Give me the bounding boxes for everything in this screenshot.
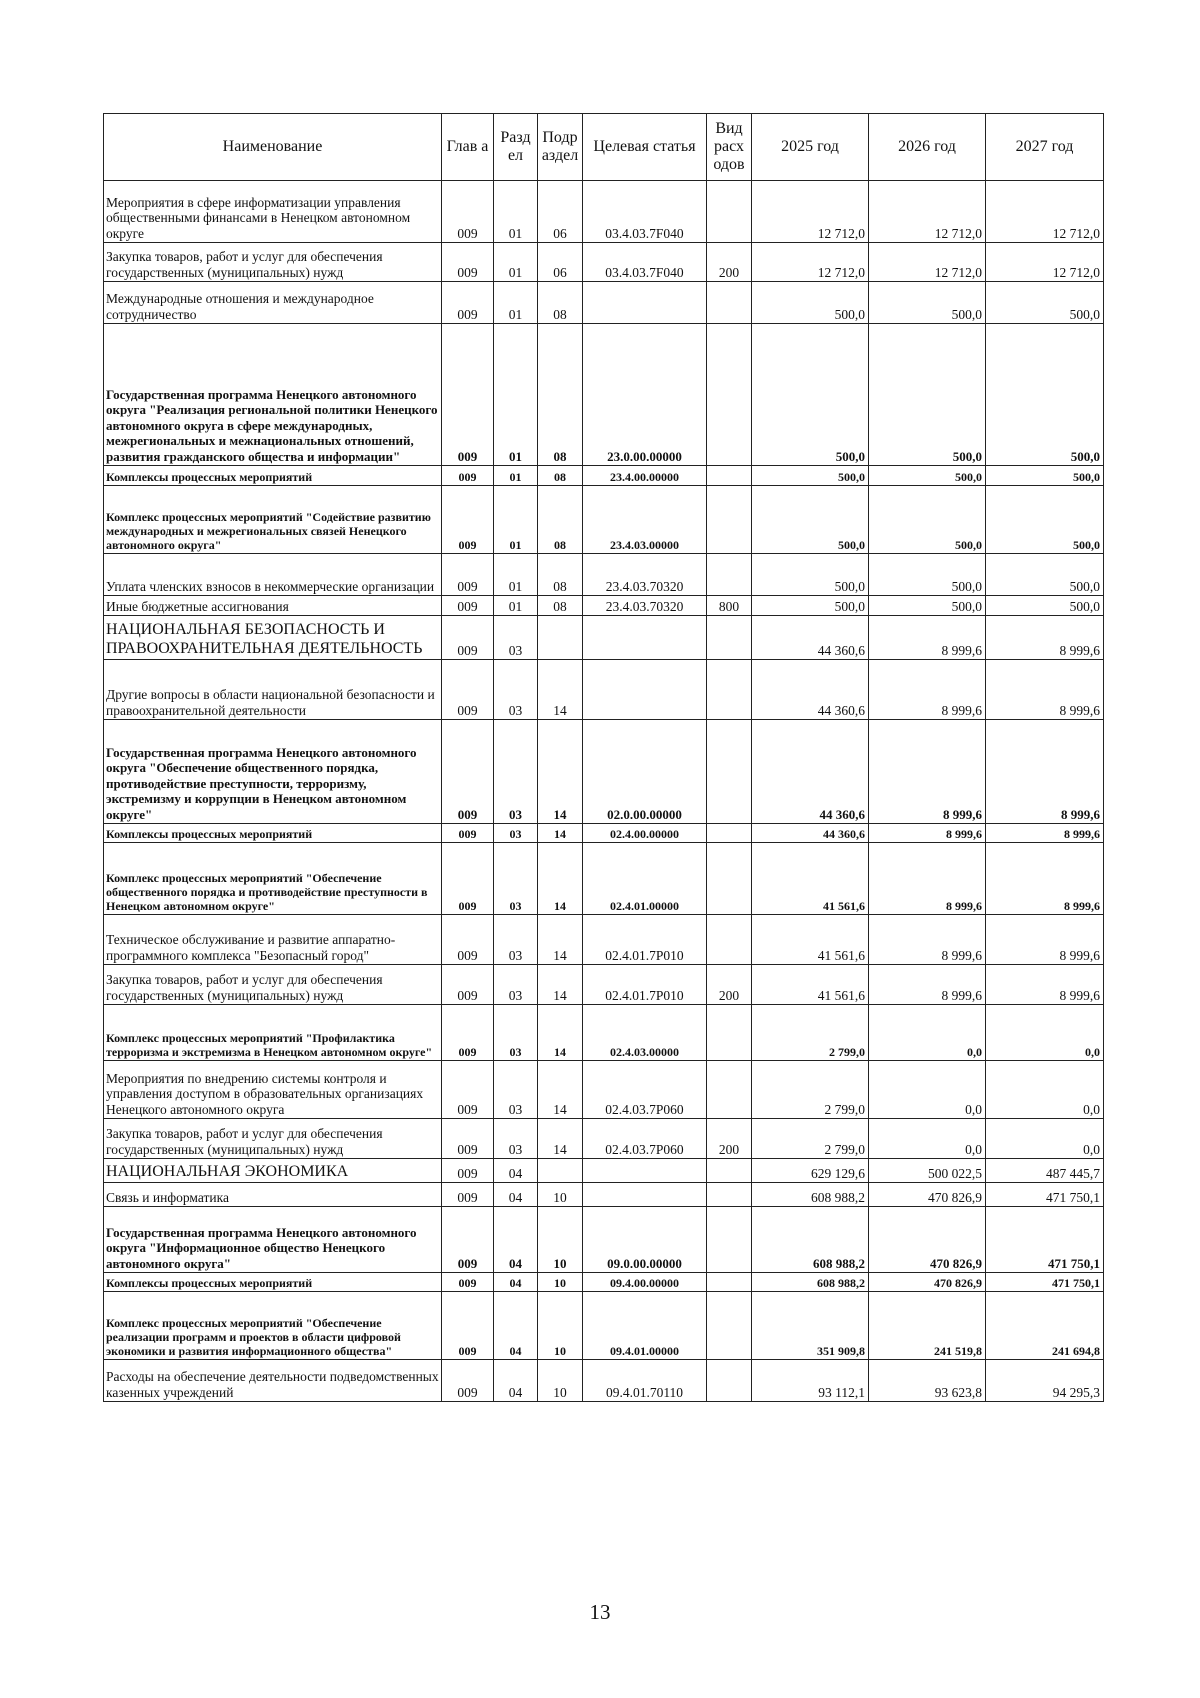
cell-2027: 8 999,6 — [986, 965, 1104, 1005]
cell-name: Закупка товаров, работ и услуг для обеспечения государственных (муниципальных) нужд — [104, 965, 442, 1005]
cell-name: Государственная программа Ненецкого автономного округа "Реализация региональной политики Ненецкого автономного округа в сфере международных, межрегиональных и межнациональных отношений, развития гражданского общества и информации" — [104, 324, 442, 466]
table-row — [104, 243, 1104, 282]
table-row — [104, 181, 1104, 243]
cell-tselevaya-statya — [583, 1159, 707, 1183]
cell-2026: 8 999,6 — [869, 843, 986, 915]
table-row — [104, 1119, 1104, 1159]
cell-2025: 608 988,2 — [752, 1183, 869, 1207]
cell-2026: 12 712,0 — [869, 181, 986, 243]
cell-tselevaya-statya: 23.4.03.70320 — [583, 596, 707, 616]
cell-2026: 12 712,0 — [869, 243, 986, 282]
cell-glava: 009 — [442, 1183, 494, 1207]
cell-2027: 487 445,7 — [986, 1159, 1104, 1183]
cell-2027: 94 295,3 — [986, 1360, 1104, 1402]
cell-razdel: 04 — [494, 1360, 538, 1402]
cell-tselevaya-statya — [583, 616, 707, 660]
cell-2027: 471 750,1 — [986, 1273, 1104, 1292]
cell-vid-raskhodov — [707, 1292, 752, 1360]
cell-vid-raskhodov — [707, 1005, 752, 1061]
cell-2025: 500,0 — [752, 596, 869, 616]
cell-2025: 500,0 — [752, 554, 869, 596]
cell-razdel: 03 — [494, 720, 538, 824]
cell-2027: 0,0 — [986, 1005, 1104, 1061]
cell-2026: 8 999,6 — [869, 616, 986, 660]
cell-razdel: 04 — [494, 1207, 538, 1273]
cell-2025: 41 561,6 — [752, 915, 869, 965]
cell-podrazdel: 14 — [538, 1005, 583, 1061]
cell-razdel: 04 — [494, 1183, 538, 1207]
cell-name: Расходы на обеспечение деятельности подведомственных казенных учреждений — [104, 1360, 442, 1402]
table-row — [104, 1061, 1104, 1119]
cell-vid-raskhodov — [707, 824, 752, 843]
cell-glava: 009 — [442, 554, 494, 596]
cell-tselevaya-statya: 23.4.03.00000 — [583, 486, 707, 554]
cell-2026: 500,0 — [869, 596, 986, 616]
cell-name: НАЦИОНАЛЬНАЯ БЕЗОПАСНОСТЬ И ПРАВООХРАНИТЕЛЬНАЯ ДЕЯТЕЛЬНОСТЬ — [104, 616, 442, 660]
cell-2025: 44 360,6 — [752, 616, 869, 660]
cell-2026: 0,0 — [869, 1119, 986, 1159]
cell-vid-raskhodov — [707, 282, 752, 324]
cell-2025: 608 988,2 — [752, 1207, 869, 1273]
cell-razdel: 03 — [494, 1119, 538, 1159]
cell-tselevaya-statya: 09.4.00.00000 — [583, 1273, 707, 1292]
table-body — [104, 181, 1104, 1402]
cell-vid-raskhodov — [707, 1207, 752, 1273]
cell-2027: 8 999,6 — [986, 915, 1104, 965]
table-row — [104, 1273, 1104, 1292]
cell-vid-raskhodov — [707, 1159, 752, 1183]
cell-tselevaya-statya: 02.4.03.7P060 — [583, 1061, 707, 1119]
cell-vid-raskhodov — [707, 843, 752, 915]
cell-glava: 009 — [442, 466, 494, 486]
cell-2027: 8 999,6 — [986, 660, 1104, 720]
cell-razdel: 04 — [494, 1159, 538, 1183]
cell-podrazdel: 14 — [538, 824, 583, 843]
table-row — [104, 1207, 1104, 1273]
cell-podrazdel: 14 — [538, 1119, 583, 1159]
cell-podrazdel: 14 — [538, 720, 583, 824]
cell-name: Комплекс процессных мероприятий "Обеспечение реализации программ и проектов в области цифровой экономики и развития информационного общества" — [104, 1292, 442, 1360]
cell-razdel: 03 — [494, 965, 538, 1005]
cell-2026: 0,0 — [869, 1061, 986, 1119]
cell-name: Государственная программа Ненецкого автономного округа "Информационное общество Ненецкого автономного округа" — [104, 1207, 442, 1273]
cell-2025: 44 360,6 — [752, 720, 869, 824]
cell-name: Государственная программа Ненецкого автономного округа "Обеспечение общественного порядка, противодействие преступности, терроризму, экстремизму и коррупции в Ненецком автономном округе" — [104, 720, 442, 824]
table-row — [104, 720, 1104, 824]
cell-name: Связь и информатика — [104, 1183, 442, 1207]
cell-2026: 8 999,6 — [869, 915, 986, 965]
cell-glava: 009 — [442, 282, 494, 324]
cell-vid-raskhodov — [707, 486, 752, 554]
cell-glava: 009 — [442, 843, 494, 915]
cell-podrazdel: 10 — [538, 1207, 583, 1273]
cell-podrazdel: 08 — [538, 466, 583, 486]
cell-2025: 41 561,6 — [752, 965, 869, 1005]
cell-razdel: 01 — [494, 466, 538, 486]
cell-2027: 500,0 — [986, 324, 1104, 466]
cell-2026: 8 999,6 — [869, 824, 986, 843]
cell-glava: 009 — [442, 1005, 494, 1061]
cell-podrazdel — [538, 1159, 583, 1183]
cell-name: Мероприятия по внедрению системы контроля и управления доступом в образовательных организациях Ненецкого автономного округа — [104, 1061, 442, 1119]
cell-tselevaya-statya: 23.4.00.00000 — [583, 466, 707, 486]
table-row — [104, 486, 1104, 554]
cell-vid-raskhodov — [707, 324, 752, 466]
cell-2026: 500,0 — [869, 466, 986, 486]
cell-podrazdel: 14 — [538, 915, 583, 965]
table-row — [104, 1292, 1104, 1360]
cell-glava: 009 — [442, 720, 494, 824]
cell-podrazdel: 14 — [538, 1061, 583, 1119]
cell-2027: 12 712,0 — [986, 243, 1104, 282]
cell-vid-raskhodov — [707, 554, 752, 596]
cell-glava: 009 — [442, 1207, 494, 1273]
cell-2027: 0,0 — [986, 1119, 1104, 1159]
cell-vid-raskhodov — [707, 720, 752, 824]
table-row — [104, 1005, 1104, 1061]
cell-2025: 41 561,6 — [752, 843, 869, 915]
header-razdel: Разд ел — [494, 114, 538, 181]
cell-podrazdel: 10 — [538, 1183, 583, 1207]
table-row — [104, 660, 1104, 720]
cell-tselevaya-statya: 02.4.01.7P010 — [583, 915, 707, 965]
cell-vid-raskhodov: 800 — [707, 596, 752, 616]
cell-razdel: 03 — [494, 1005, 538, 1061]
cell-podrazdel: 14 — [538, 965, 583, 1005]
cell-glava: 009 — [442, 1061, 494, 1119]
cell-podrazdel: 10 — [538, 1273, 583, 1292]
cell-razdel: 04 — [494, 1292, 538, 1360]
cell-2026: 470 826,9 — [869, 1273, 986, 1292]
cell-2025: 608 988,2 — [752, 1273, 869, 1292]
cell-2027: 8 999,6 — [986, 616, 1104, 660]
header-name: Наименование — [104, 114, 442, 181]
cell-glava: 009 — [442, 660, 494, 720]
cell-2026: 8 999,6 — [869, 660, 986, 720]
cell-glava: 009 — [442, 616, 494, 660]
cell-2027: 12 712,0 — [986, 181, 1104, 243]
cell-name: Мероприятия в сфере информатизации управления общественными финансами в Ненецком автономном округе — [104, 181, 442, 243]
cell-tselevaya-statya — [583, 1183, 707, 1207]
table-row — [104, 1360, 1104, 1402]
cell-2027: 8 999,6 — [986, 824, 1104, 843]
cell-glava: 009 — [442, 486, 494, 554]
cell-glava: 009 — [442, 596, 494, 616]
cell-glava: 009 — [442, 965, 494, 1005]
header-podrazdel: Подр аздел — [538, 114, 583, 181]
cell-name: Иные бюджетные ассигнования — [104, 596, 442, 616]
cell-tselevaya-statya: 02.4.01.00000 — [583, 843, 707, 915]
cell-glava: 009 — [442, 1273, 494, 1292]
cell-tselevaya-statya: 23.0.00.00000 — [583, 324, 707, 466]
cell-razdel: 03 — [494, 660, 538, 720]
header-row — [104, 114, 1104, 181]
cell-name: Уплата членских взносов в некоммерческие организации — [104, 554, 442, 596]
cell-2026: 500,0 — [869, 324, 986, 466]
cell-tselevaya-statya — [583, 660, 707, 720]
cell-vid-raskhodov — [707, 1273, 752, 1292]
cell-name: Другие вопросы в области национальной безопасности и правоохранительной деятельности — [104, 660, 442, 720]
cell-2027: 500,0 — [986, 282, 1104, 324]
cell-vid-raskhodov: 200 — [707, 965, 752, 1005]
cell-podrazdel: 10 — [538, 1292, 583, 1360]
cell-2027: 500,0 — [986, 486, 1104, 554]
cell-name: Техническое обслуживание и развитие аппаратно-программного комплекса "Безопасный город" — [104, 915, 442, 965]
cell-tselevaya-statya: 23.4.03.70320 — [583, 554, 707, 596]
cell-name: Комплекс процессных мероприятий "Обеспечение общественного порядка и противодействие преступности в Ненецком автономном округе" — [104, 843, 442, 915]
cell-razdel: 03 — [494, 915, 538, 965]
table-row — [104, 1159, 1104, 1183]
table-row — [104, 824, 1104, 843]
cell-vid-raskhodov — [707, 181, 752, 243]
header-vid-raskhodov: Вид расх одов — [707, 114, 752, 181]
cell-podrazdel: 14 — [538, 843, 583, 915]
header-2027: 2027 год — [986, 114, 1104, 181]
cell-podrazdel: 10 — [538, 1360, 583, 1402]
cell-podrazdel: 08 — [538, 554, 583, 596]
cell-tselevaya-statya: 02.4.03.00000 — [583, 1005, 707, 1061]
cell-name: Закупка товаров, работ и услуг для обеспечения государственных (муниципальных) нужд — [104, 243, 442, 282]
cell-glava: 009 — [442, 324, 494, 466]
cell-2026: 8 999,6 — [869, 720, 986, 824]
cell-2026: 500,0 — [869, 554, 986, 596]
cell-tselevaya-statya: 09.4.01.00000 — [583, 1292, 707, 1360]
cell-name: Комплексы процессных мероприятий — [104, 1273, 442, 1292]
cell-razdel: 03 — [494, 824, 538, 843]
cell-2026: 500,0 — [869, 486, 986, 554]
cell-name: НАЦИОНАЛЬНАЯ ЭКОНОМИКА — [104, 1159, 442, 1183]
cell-razdel: 01 — [494, 282, 538, 324]
cell-razdel: 01 — [494, 324, 538, 466]
cell-podrazdel: 08 — [538, 486, 583, 554]
cell-razdel: 01 — [494, 596, 538, 616]
cell-2025: 500,0 — [752, 466, 869, 486]
cell-razdel: 03 — [494, 1061, 538, 1119]
cell-2027: 471 750,1 — [986, 1183, 1104, 1207]
table-row — [104, 554, 1104, 596]
cell-glava: 009 — [442, 1119, 494, 1159]
cell-glava: 009 — [442, 1159, 494, 1183]
cell-name: Комплексы процессных мероприятий — [104, 824, 442, 843]
cell-2026: 93 623,8 — [869, 1360, 986, 1402]
cell-glava: 009 — [442, 1292, 494, 1360]
cell-vid-raskhodov: 200 — [707, 1119, 752, 1159]
cell-2025: 2 799,0 — [752, 1119, 869, 1159]
header-tselevaya-statya: Целевая статья — [583, 114, 707, 181]
table-row — [104, 915, 1104, 965]
page-number: 13 — [589, 1600, 611, 1624]
cell-razdel: 03 — [494, 843, 538, 915]
cell-glava: 009 — [442, 915, 494, 965]
cell-podrazdel — [538, 616, 583, 660]
cell-tselevaya-statya: 03.4.03.7F040 — [583, 243, 707, 282]
cell-2027: 471 750,1 — [986, 1207, 1104, 1273]
table-row — [104, 965, 1104, 1005]
cell-razdel: 01 — [494, 181, 538, 243]
cell-podrazdel: 08 — [538, 282, 583, 324]
cell-name: Комплекс процессных мероприятий "Профилактика терроризма и экстремизма в Ненецком автономном округе" — [104, 1005, 442, 1061]
cell-2026: 500 022,5 — [869, 1159, 986, 1183]
table-row — [104, 843, 1104, 915]
cell-razdel: 04 — [494, 1273, 538, 1292]
cell-2025: 2 799,0 — [752, 1005, 869, 1061]
cell-razdel: 03 — [494, 616, 538, 660]
cell-podrazdel: 14 — [538, 660, 583, 720]
cell-2027: 500,0 — [986, 466, 1104, 486]
cell-podrazdel: 08 — [538, 324, 583, 466]
table-row — [104, 1183, 1104, 1207]
cell-name: Закупка товаров, работ и услуг для обеспечения государственных (муниципальных) нужд — [104, 1119, 442, 1159]
table-row — [104, 466, 1104, 486]
budget-table — [103, 113, 1104, 1402]
cell-podrazdel: 06 — [538, 243, 583, 282]
cell-2025: 2 799,0 — [752, 1061, 869, 1119]
cell-2027: 8 999,6 — [986, 720, 1104, 824]
cell-2025: 351 909,8 — [752, 1292, 869, 1360]
cell-vid-raskhodov — [707, 1360, 752, 1402]
cell-name: Комплекс процессных мероприятий "Содействие развитию международных и межрегиональных связей Ненецкого автономного округа" — [104, 486, 442, 554]
cell-2025: 44 360,6 — [752, 660, 869, 720]
cell-vid-raskhodov — [707, 1183, 752, 1207]
cell-2026: 470 826,9 — [869, 1183, 986, 1207]
cell-2027: 500,0 — [986, 596, 1104, 616]
table-row — [104, 324, 1104, 466]
cell-2025: 12 712,0 — [752, 243, 869, 282]
cell-tselevaya-statya: 02.4.00.00000 — [583, 824, 707, 843]
cell-vid-raskhodov — [707, 466, 752, 486]
cell-2026: 500,0 — [869, 282, 986, 324]
cell-vid-raskhodov — [707, 915, 752, 965]
cell-2026: 8 999,6 — [869, 965, 986, 1005]
cell-2025: 44 360,6 — [752, 824, 869, 843]
cell-vid-raskhodov — [707, 1061, 752, 1119]
cell-2025: 12 712,0 — [752, 181, 869, 243]
cell-tselevaya-statya: 09.0.00.00000 — [583, 1207, 707, 1273]
table-row — [104, 596, 1104, 616]
table-row — [104, 282, 1104, 324]
cell-name: Комплексы процессных мероприятий — [104, 466, 442, 486]
header-glava: Глав а — [442, 114, 494, 181]
cell-glava: 009 — [442, 243, 494, 282]
cell-glava: 009 — [442, 824, 494, 843]
cell-glava: 009 — [442, 1360, 494, 1402]
cell-2025: 500,0 — [752, 324, 869, 466]
cell-glava: 009 — [442, 181, 494, 243]
header-2025: 2025 год — [752, 114, 869, 181]
cell-tselevaya-statya — [583, 282, 707, 324]
cell-tselevaya-statya: 02.0.00.00000 — [583, 720, 707, 824]
cell-2026: 241 519,8 — [869, 1292, 986, 1360]
cell-vid-raskhodov — [707, 616, 752, 660]
cell-2025: 93 112,1 — [752, 1360, 869, 1402]
cell-2025: 500,0 — [752, 486, 869, 554]
cell-2026: 470 826,9 — [869, 1207, 986, 1273]
cell-tselevaya-statya: 02.4.03.7P060 — [583, 1119, 707, 1159]
cell-razdel: 01 — [494, 554, 538, 596]
cell-2027: 8 999,6 — [986, 843, 1104, 915]
cell-name: Международные отношения и международное сотрудничество — [104, 282, 442, 324]
table-row — [104, 616, 1104, 660]
cell-tselevaya-statya: 02.4.01.7P010 — [583, 965, 707, 1005]
cell-2025: 500,0 — [752, 282, 869, 324]
cell-podrazdel: 06 — [538, 181, 583, 243]
cell-podrazdel: 08 — [538, 596, 583, 616]
cell-2027: 500,0 — [986, 554, 1104, 596]
cell-tselevaya-statya: 03.4.03.7F040 — [583, 181, 707, 243]
cell-2027: 241 694,8 — [986, 1292, 1104, 1360]
cell-razdel: 01 — [494, 243, 538, 282]
cell-2026: 0,0 — [869, 1005, 986, 1061]
cell-2025: 629 129,6 — [752, 1159, 869, 1183]
cell-vid-raskhodov — [707, 660, 752, 720]
header-2026: 2026 год — [869, 114, 986, 181]
cell-razdel: 01 — [494, 486, 538, 554]
cell-vid-raskhodov: 200 — [707, 243, 752, 282]
cell-tselevaya-statya: 09.4.01.70110 — [583, 1360, 707, 1402]
cell-2027: 0,0 — [986, 1061, 1104, 1119]
